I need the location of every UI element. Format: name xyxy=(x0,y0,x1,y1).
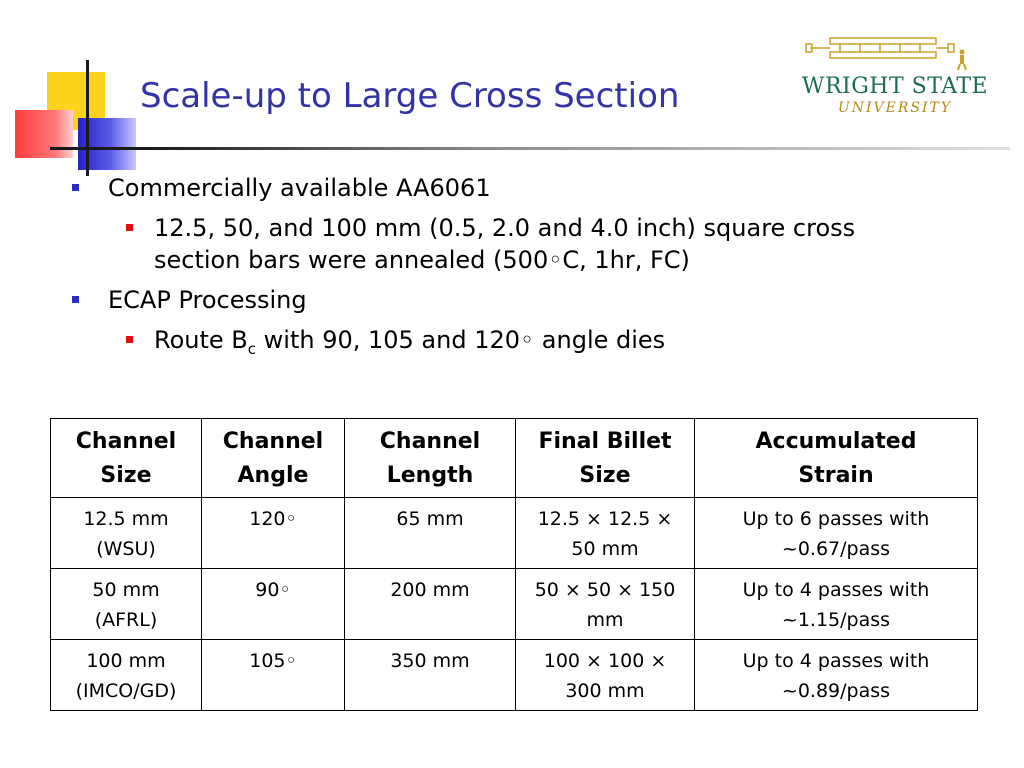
logo-wordmark-university: UNIVERSITY xyxy=(837,100,953,116)
sub-bullet-subscript: c xyxy=(247,339,257,358)
sub-bullet-text-prefix: Route B xyxy=(154,326,248,354)
title-divider-line xyxy=(50,147,1010,150)
wright-flyer-icon xyxy=(800,34,990,74)
sub-bullet-item xyxy=(72,212,932,276)
decor-vertical-line xyxy=(86,60,89,176)
wright-state-logo xyxy=(800,34,990,124)
table-cell: 12.5 mm (WSU) xyxy=(51,498,202,569)
table-cell: 120◦ xyxy=(202,498,345,569)
table-cell: Up to 4 passes with ~0.89/pass xyxy=(695,640,978,711)
table-row xyxy=(51,640,978,711)
table-cell: 50 mm (AFRL) xyxy=(51,569,202,640)
column-header: Channel Length xyxy=(345,419,516,498)
ecap-parameters-table xyxy=(50,418,978,711)
blue-square-bullet-icon xyxy=(72,184,79,191)
column-header: Accumulated Strain xyxy=(695,419,978,498)
table-cell: 200 mm xyxy=(345,569,516,640)
table-cell: 105◦ xyxy=(202,640,345,711)
table-cell: 350 mm xyxy=(345,640,516,711)
blue-square-bullet-icon xyxy=(72,296,79,303)
table-row xyxy=(51,569,978,640)
table-cell: Up to 6 passes with ~0.67/pass xyxy=(695,498,978,569)
column-header: Channel Angle xyxy=(202,419,345,498)
logo-wordmark-wright-state: WRIGHT STATE xyxy=(801,74,989,99)
slide-title: Scale-up to Large Cross Section xyxy=(140,76,680,116)
table-cell: 50 × 50 × 150 mm xyxy=(516,569,695,640)
table-cell: 65 mm xyxy=(345,498,516,569)
bullet-item xyxy=(72,284,932,316)
column-header: Channel Size xyxy=(51,419,202,498)
bullet-list xyxy=(72,172,932,373)
sub-bullet-item xyxy=(72,324,932,365)
table-cell: 90◦ xyxy=(202,569,345,640)
sub-bullet-text: 12.5, 50, and 100 mm (0.5, 2.0 and 4.0 inch) square cross section bars were annealed (500◦C, 1hr, FC) xyxy=(154,214,856,274)
table-header-row xyxy=(51,419,978,498)
table-cell: 12.5 × 12.5 × 50 mm xyxy=(516,498,695,569)
bullet-text: Commercially available AA6061 xyxy=(108,174,491,202)
red-square-bullet-icon xyxy=(126,336,133,343)
decor-red-square xyxy=(15,110,73,158)
bullet-text: ECAP Processing xyxy=(108,286,307,314)
table-cell: Up to 4 passes with ~1.15/pass xyxy=(695,569,978,640)
bullet-item xyxy=(72,172,932,204)
column-header: Final Billet Size xyxy=(516,419,695,498)
table-cell: 100 × 100 × 300 mm xyxy=(516,640,695,711)
red-square-bullet-icon xyxy=(126,224,133,231)
table-row xyxy=(51,498,978,569)
table-cell: 100 mm (IMCO/GD) xyxy=(51,640,202,711)
sub-bullet-text-suffix: with 90, 105 and 120◦ angle dies xyxy=(256,326,666,354)
